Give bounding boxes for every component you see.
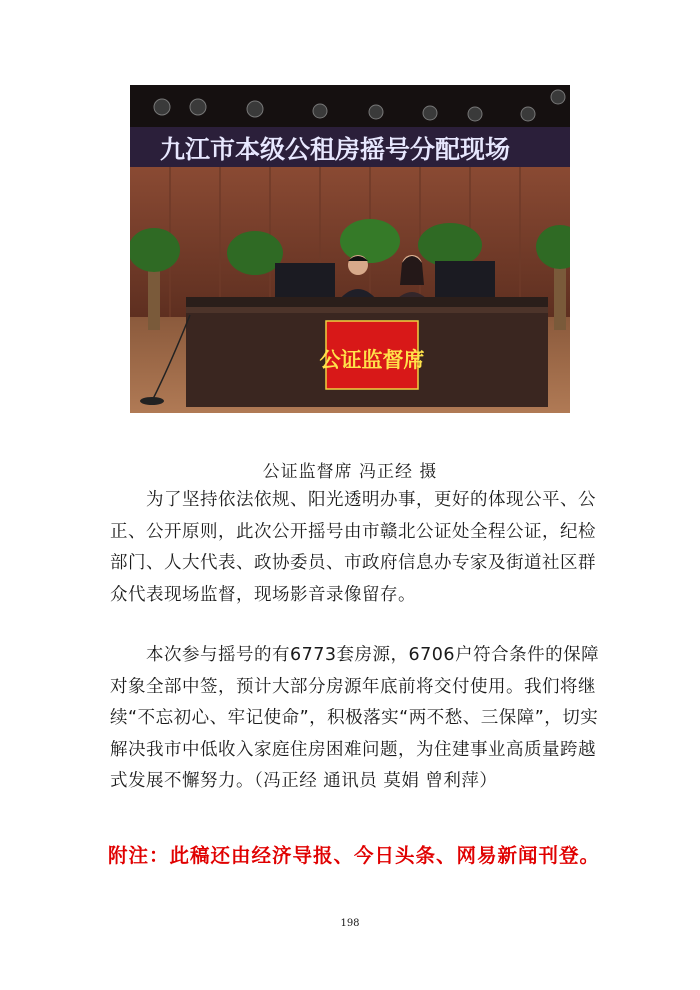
news-photo	[130, 85, 570, 413]
body-paragraph-2: 本次参与摇号的有6773套房源，6706户符合条件的保障对象全部中签，预计大部分房源年底前将交付使用。我们将继续“不忘初心、牢记使命”，积极落实“两不愁、三保障”，切实解决我市中低收入家庭住房困难问题，为住建事业高质量跨越式发展不懈努力。（冯正经 通讯员 莫娟 曾利萍）	[110, 645, 600, 791]
notary-sign-text: 公证监督席	[319, 348, 425, 372]
body-paragraph-1: 为了坚持依法依规、阳光透明办事，更好的体现公平、公正、公开原则，此次公开摇号由市赣北公证处全程公证，纪检部门、人大代表、政协委员、市政府信息办专家及街道社区群众代表现场监督，现场影音录像留存。	[110, 490, 596, 605]
photo-caption: 公证监督席 冯正经 摄	[262, 462, 438, 482]
page-number: 198	[340, 918, 360, 929]
desk-top	[186, 297, 548, 307]
banner-text: 九江市本级公租房摇号分配现场	[160, 135, 511, 164]
publication-note: 附注：此稿还由经济导报、今日头条、网易新闻刊登。	[108, 844, 601, 867]
